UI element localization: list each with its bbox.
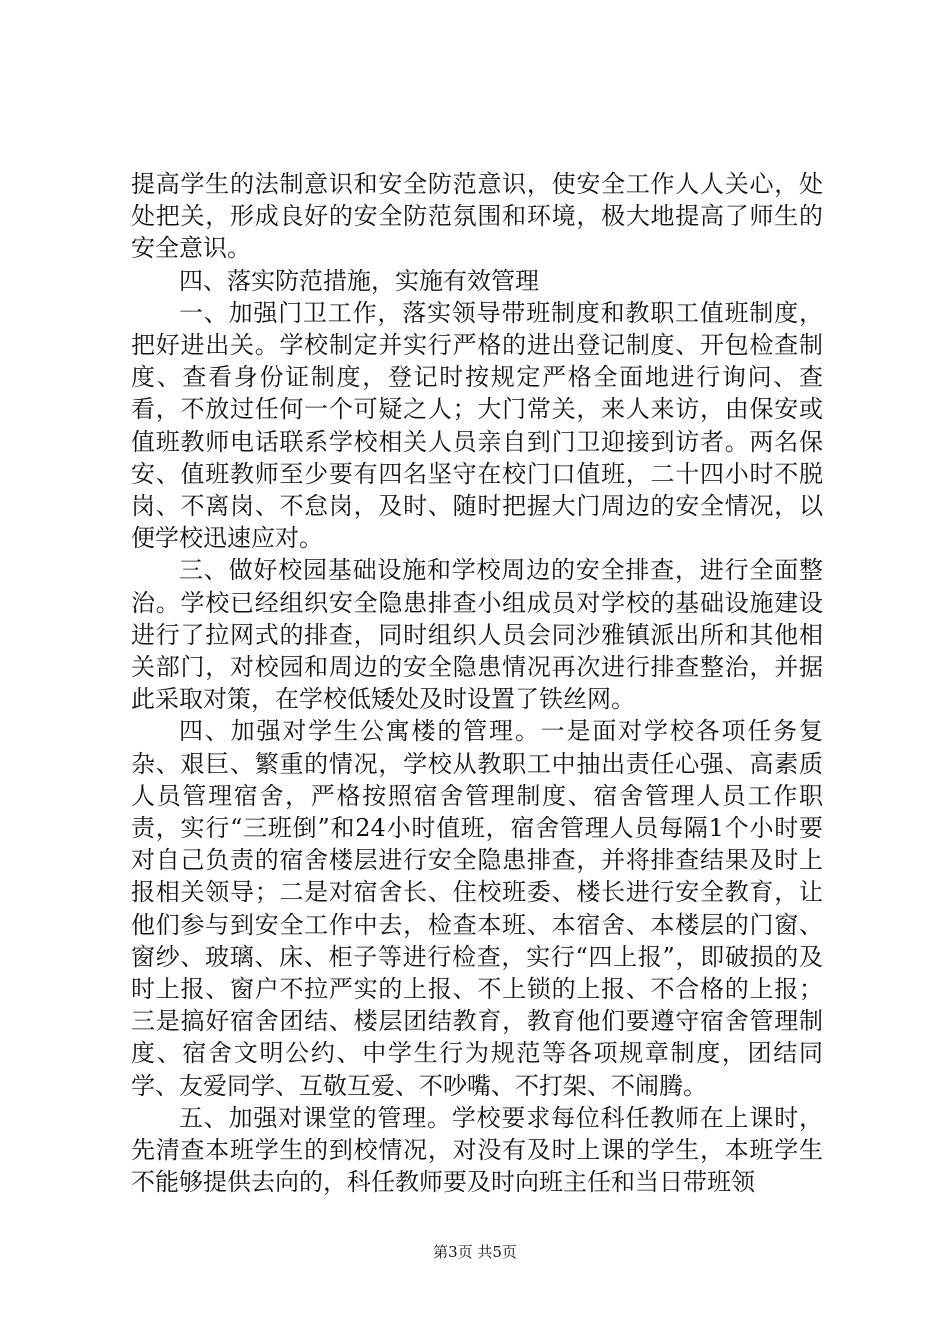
paragraph-1: 提高学生的法制意识和安全防范意识，使安全工作人人关心，处处把关，形成良好的安全防范氛围和环境，极大地提高了师生的安全意识。 — [131, 170, 823, 263]
paragraph-facility-inspection: 三、做好校园基础设施和学校周边的安全排查，进行全面整治。学校已经组织安全隐患排查小组成员对学校的基础设施建设进行了拉网式的排查，同时组织人员会同沙雅镇派出所和其他相关部门，对校园和周边的安全隐患情况再次进行排查整治，并据此采取对策，在学校低矮处及时设置了铁丝网。 — [131, 556, 823, 714]
paragraph-dormitory-management: 四、加强对学生公寓楼的管理。一是面对学校各项任务复杂、艰巨、繁重的情况，学校从教职工中抽出责任心强、高素质人员管理宿舍，严格按照宿舍管理制度、宿舍管理人员工作职责，实行“三班倒”和24小时值班，宿舍管理人员每隔1个小时要对自己负责的宿舍楼层进行安全隐患排查，并将排查结果及时上报相关领导；二是对宿舍长、住校班委、楼长进行安全教育，让他们参与到安全工作中去，检查本班、本宿舍、本楼层的门窗、窗纱、玻璃、床、柜子等进行检查，实行“四上报”，即破损的及时上报、窗户不拉严实的上报、不上锁的上报、不合格的上报；三是搞好宿舍团结、楼层团结教育，教育他们要遵守宿舍管理制度、宿舍文明公约、中学生行为规范等各项规章制度，团结同学、友爱同学、互敬互爱、不吵嘴、不打架、不闹腾。 — [131, 717, 823, 1100]
paragraph-gatekeeping: 一、加强门卫工作，落实领导带班制度和教职工值班制度，把好进出关。学校制定并实行严格的进出登记制度、开包检查制度、查看身份证制度，登记时按规定严格全面地进行询问、查看，不放过任何一个可疑之人；大门常关，来人来访，由保安或值班教师电话联系学校相关人员亲自到门卫迎接到访者。两名保安、值班教师至少要有四名坚守在校门口值班，二十四小时不脱岗、不离岗、不怠岗，及时、随时把握大门周边的安全情况，以便学校迅速应对。 — [131, 298, 823, 553]
section-heading: 四、落实防范措施，实施有效管理 — [179, 266, 539, 295]
document-body — [131, 168, 823, 1199]
page-number-footer: 第3页 共5页 — [433, 1243, 517, 1261]
paragraph-classroom-management: 五、加强对课堂的管理。学校要求每位科任教师在上课时，先清查本班学生的到校情况，对没有及时上课的学生，本班学生不能够提供去向的，科任教师要及时向班主任和当日带班领 — [131, 1103, 823, 1197]
